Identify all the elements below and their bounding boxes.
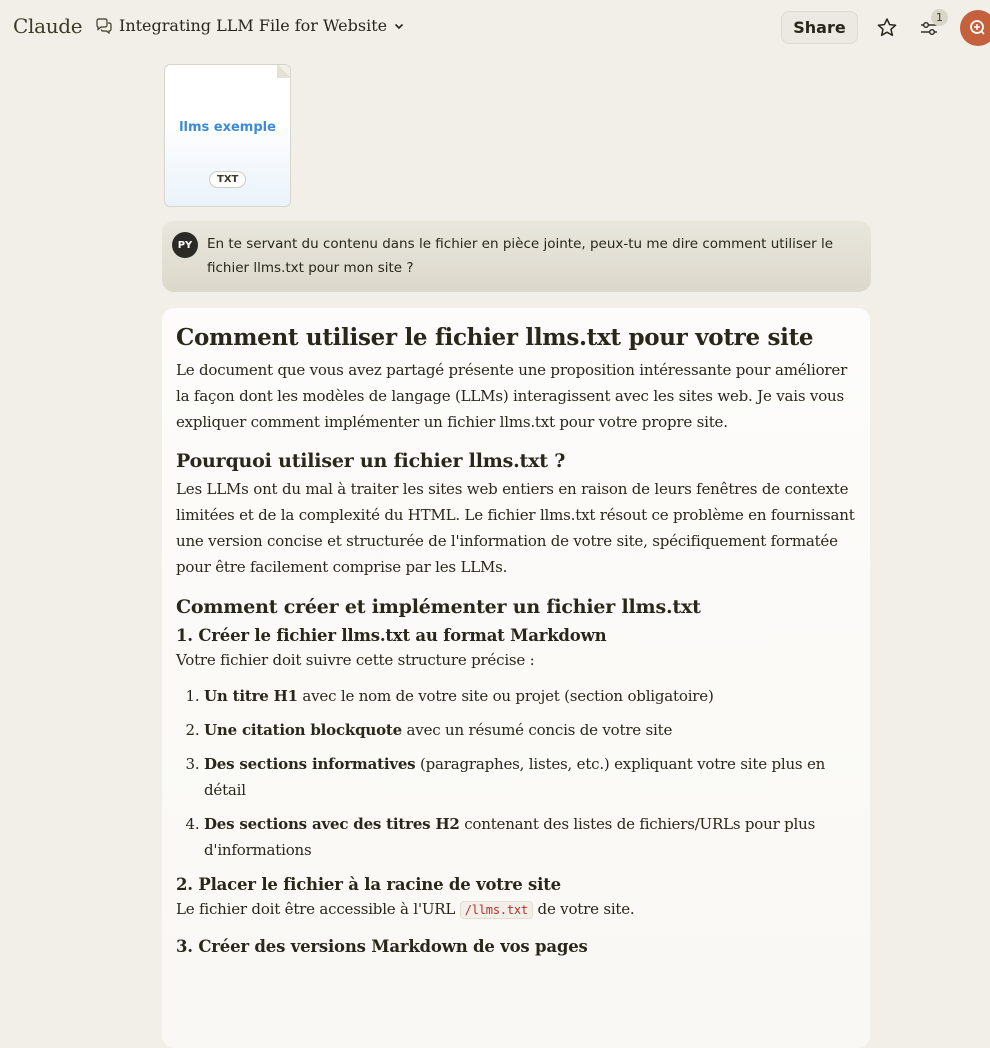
attachment-card[interactable] xyxy=(164,64,291,207)
top-bar xyxy=(0,0,990,56)
list-item: 3. Des sections informatives (paragraphes, listes, etc.) expliquant votre site plus en détail xyxy=(204,751,856,803)
step1-heading: 1. Créer le fichier llms.txt au format Markdown xyxy=(176,626,607,645)
how-heading: Comment créer et implémenter un fichier llms.txt xyxy=(176,596,701,618)
user-avatar: PY xyxy=(172,232,198,258)
notification-badge: 1 xyxy=(931,9,948,26)
attachment-name: llms exemple xyxy=(179,120,276,135)
attachment-type-badge: TXT xyxy=(209,171,246,188)
share-button[interactable]: Share xyxy=(781,11,858,44)
chat-bubbles-icon xyxy=(95,18,113,34)
inline-code: /llms.txt xyxy=(460,901,533,919)
structure-list xyxy=(176,683,856,863)
step2-text: Le fichier doit être accessible à l'URL /llms.txt de votre site. xyxy=(176,900,635,918)
app-logo[interactable]: Claude xyxy=(13,14,83,38)
list-item: 1. Un titre H1 avec le nom de votre site ou projet (section obligatoire) xyxy=(204,683,856,709)
reply-title: Comment utiliser le fichier llms.txt pour votre site xyxy=(176,324,814,351)
step3-heading: 3. Créer des versions Markdown de vos pages xyxy=(176,937,588,956)
step1-text: Votre fichier doit suivre cette structure précise : xyxy=(176,651,535,669)
conversation-title: Integrating LLM File for Website xyxy=(119,16,388,35)
step2-heading: 2. Placer le fichier à la racine de votre site xyxy=(176,875,561,894)
why-heading: Pourquoi utiliser un fichier llms.txt ? xyxy=(176,450,566,472)
list-item: 4. Des sections avec des titres H2 contenant des listes de fichiers/URLs pour plus d'informations xyxy=(204,811,856,863)
reply-intro: Le document que vous avez partagé présente une proposition intéressante pour améliorer la façon dont les modèles de langage (LLMs) interagissent avec les sites web. Je vais vous expliquer comment implémenter un fichier llms.txt pour votre propre site. xyxy=(176,361,848,431)
search-icon xyxy=(960,10,990,46)
user-message xyxy=(162,221,871,292)
profile-avatar[interactable] xyxy=(960,10,990,46)
why-text: Les LLMs ont du mal à traiter les sites web entiers en raison de leurs fenêtres de contexte limitées et de la complexité du HTML. Le fichier llms.txt résout ce problème en fournissant une version concise et structurée de l'information de votre site, spécifiquement formatée pour être facilement comprise par les LLMs. xyxy=(176,480,855,576)
chevron-down-icon xyxy=(393,20,405,32)
assistant-reply xyxy=(162,308,870,1048)
conversation-title-button[interactable] xyxy=(95,16,405,35)
user-message-text: En te servant du contenu dans le fichier en pièce jointe, peux-tu me dire comment utiliser le fichier llms.txt pour mon site ? xyxy=(207,236,834,276)
star-icon[interactable] xyxy=(874,15,900,41)
list-item: 2. Une citation blockquote avec un résumé concis de votre site xyxy=(204,717,856,743)
page-fold-icon xyxy=(277,64,291,78)
